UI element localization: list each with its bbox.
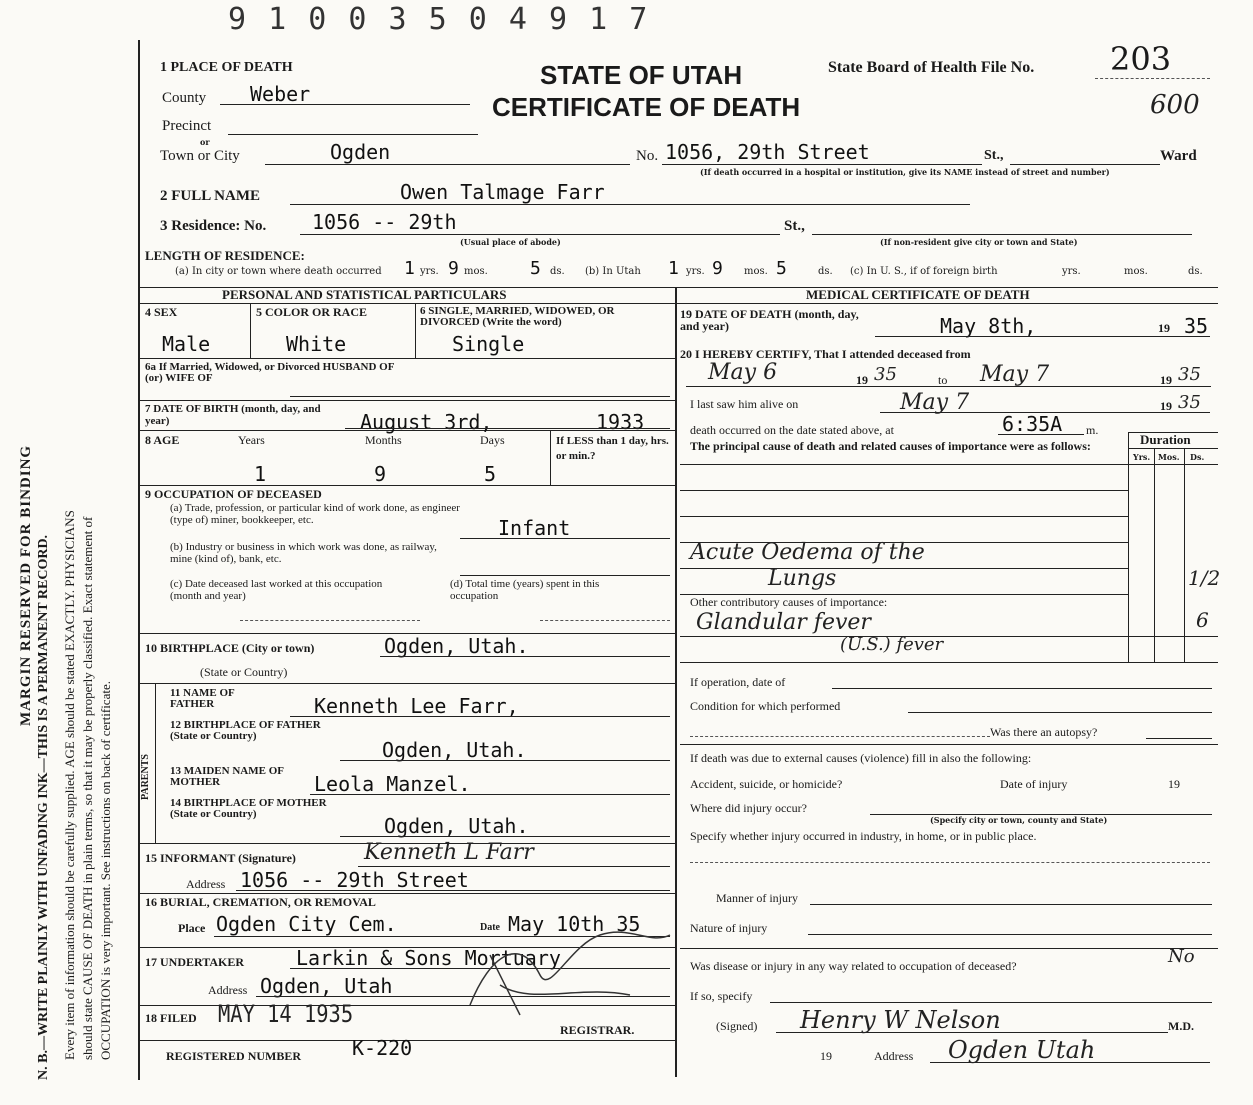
dod-year-prefix: 19 [1158,321,1170,335]
length-b-mos: 9 [712,258,723,279]
length-a-label: (a) In city or town where death occurred [175,266,382,277]
place-of-death-label: 1 PLACE OF DEATH [160,60,293,75]
accident-label: Accident, suicide, or homicide? [690,777,843,791]
registrar-label: REGISTRAR. [560,1023,635,1037]
informant-address: 1056 -- 29th Street [240,868,469,892]
dob-value: August 3rd, [360,410,493,434]
margin-binding-note: MARGIN RESERVED FOR BINDING [18,444,34,726]
serial-number: 9 1 0 0 3 5 0 4 9 1 7 [228,2,650,37]
burial-place-label: Place [178,921,206,935]
full-name-value: Owen Talmage Farr [400,180,605,204]
attended-to: May 7 [980,362,1050,387]
birthplace-value: Ogden, Utah. [384,634,529,658]
to-year-prefix: 19 [1160,373,1172,387]
ds-label-c: ds. [1188,266,1203,277]
signed-label: (Signed) [716,1019,758,1033]
manner-label: Manner of injury [716,891,798,905]
state-country-label: (State or Country) [200,665,288,679]
cause-1: Acute Oedema of the [690,540,925,565]
color-value: White [286,332,347,356]
injury-year-prefix: 19 [1168,777,1180,791]
physician-signature: Henry W Nelson [800,1006,1001,1034]
county-value: Weber [250,82,311,106]
marital-value: Single [452,332,525,356]
dod-year: 35 [1184,314,1209,338]
registered-number-value: K-220 [352,1036,413,1060]
town-label: Town or City [160,148,240,164]
street-no-value: 1056, 29th Street [665,140,870,164]
burial-date-label: Date [480,922,500,933]
length-a-mos: 9 [448,258,459,279]
duration-yrs: Yrs. [1133,452,1151,462]
margin-nb-note: N. B.—WRITE PLAINLY WITH UNFADING INK—THIS IS A PERMANENT RECORD. [36,534,51,1080]
father-birthplace-label: 12 BIRTHPLACE OF FATHER (State or Country) [170,719,321,742]
length-of-residence-label: LENGTH OF RESIDENCE: [145,248,305,263]
duration-2: 6 [1196,608,1209,632]
date-of-death-value: May 8th, [940,314,1037,338]
age-years: 1 [254,462,267,486]
file-no-label: State Board of Health File No. [828,59,1035,76]
margin-instructions-2: should state CAUSE OF DEATH in plain terms, so that it may be properly classified. Exact statement of [80,516,95,1060]
ward-label: Ward [1160,148,1197,164]
months-label: Months [365,433,402,447]
burial-label: 16 BURIAL, CREMATION, OR REMOVAL [145,895,376,909]
occupation-d-label: (d) Total time (years) spent in this occupation [450,578,600,602]
age-months: 9 [374,462,387,486]
residence-note-2: (If non-resident give city or town and State) [880,237,1078,247]
dob-year: 1933 [596,410,645,434]
cause-1b: Lungs [768,566,837,591]
operation-label: If operation, date of [690,675,786,689]
sex-value: Male [162,332,211,356]
duration-1: 1/2 [1188,566,1221,590]
condition-label: Condition for which performed [690,699,841,713]
residence-st-label: St., [784,218,805,234]
certificate-title: CERTIFICATE OF DEATH [492,92,801,122]
to-label: to [938,373,948,387]
margin-instructions-3: OCCUPATION is very important. See instructions on back of certificate. [98,681,113,1060]
state-heading: STATE OF UTAH [540,60,743,90]
informant-address-label: Address [186,877,226,891]
less-than-label: If LESS than 1 day, hrs. or min.? [556,435,669,462]
residence-label: 3 Residence: No. [160,218,267,234]
date-of-death-label: 19 DATE OF DEATH (month, day, and year) [680,307,859,333]
mos-label-c: mos. [1124,266,1148,277]
marital-label: 6 SINGLE, MARRIED, WIDOWED, OR DIVORCED (Write the word) [420,305,615,328]
ds-label: ds. [550,266,565,277]
or-label: or [200,137,210,147]
residence-value: 1056 -- 29th [312,210,457,234]
undertaker-address: Ogden, Utah [260,974,393,998]
last-year: 35 [1178,392,1201,413]
nature-label: Nature of injury [690,921,768,935]
cause-2: Glandular fever [696,610,871,635]
if-so-label: If so, specify [690,989,753,1003]
length-c-label: (c) In U. S., if of foreign birth [850,266,998,277]
mother-value: Leola Manzel. [314,772,471,796]
burial-date: May 10th 35 [508,912,641,936]
age-days: 5 [484,462,497,486]
occupation-a-label: (a) Trade, profession, or particular kind of work done, as engineer (type of) miner, bookkeeper, etc. [170,502,460,526]
length-b-ds: 5 [776,258,787,279]
occupation-c-label: (c) Date deceased last worked at this occupation (month and year) [170,578,383,602]
county-label: County [162,90,207,106]
length-b-label: (b) In Utah [585,266,641,277]
yrs-label-c: yrs. [1062,266,1081,277]
m-label: m. [1086,423,1099,437]
certify-label: 20 I HEREBY CERTIFY, That I attended deceased from [680,347,971,361]
burial-place: Ogden City Cem. [216,912,397,936]
margin-instructions-1: Every item of information should be carefully supplied. AGE should be stated EXACTLY. PHYSICIANS [62,510,77,1060]
hospital-note: (If death occurred in a hospital or institution, give its NAME instead of street and number) [700,167,1110,177]
occupation-label: 9 OCCUPATION OF DECEASED [145,487,322,501]
st-label: St., [984,148,1004,163]
duration-mos: Mos. [1158,452,1180,462]
length-a-ds: 5 [530,258,541,279]
dob-label: 7 DATE OF BIRTH (month, day, and year) [145,403,321,427]
duration-label: Duration [1140,432,1191,447]
last-saw-label: I last saw him alive on [690,397,799,411]
injury-date-label: Date of injury [1000,777,1068,791]
duration-ds: Ds. [1190,452,1205,462]
to-year: 35 [1178,364,1201,385]
where-label: Where did injury occur? [690,801,807,815]
death-at-label: death occurred on the date stated above, at [690,423,894,437]
father-value: Kenneth Lee Farr, [314,694,519,718]
birthplace-label: 10 BIRTHPLACE (City or town) [145,641,315,655]
occupation-b-label: (b) Industry or business in which work was done, as railway, mine (kind of), bank, etc. [170,541,437,565]
autopsy-label: Was there an autopsy? [990,725,1098,739]
mother-label: 13 MAIDEN NAME OF MOTHER [170,765,284,788]
mother-birthplace-label: 14 BIRTHPLACE OF MOTHER (State or Country) [170,797,327,820]
physician-address-label: Address [874,1049,914,1063]
md-label: M.D. [1168,1019,1194,1033]
father-birthplace-value: Ogden, Utah. [382,738,527,762]
personal-header: PERSONAL AND STATISTICAL PARTICULARS [222,287,507,302]
filed-label: 18 FILED [145,1011,197,1025]
ds-label-b: ds. [818,266,833,277]
last-saw-date: May 7 [900,390,970,415]
residence-note-1: (Usual place of abode) [460,237,561,247]
parents-label: PARENTS [140,754,151,800]
length-a-yrs: 1 [404,258,415,279]
spouse-label: 6a If Married, Widowed, or Divorced HUSBAND OF (or) WIFE OF [145,361,395,384]
undertaker-address-label: Address [208,983,248,997]
other-causes-label: Other contributory causes of importance: [690,595,888,609]
informant-signature: Kenneth L Farr [364,840,534,865]
related-label: Was disease or injury in any way related to occupation of deceased? [690,959,1017,973]
from-year: 35 [874,364,897,385]
filed-stamp: MAY 14 1935 [218,1000,354,1028]
medical-header: MEDICAL CERTIFICATE OF DEATH [806,287,1030,302]
specify-where-label: Specify whether injury occurred in industry, in home, or in public place. [690,829,1037,843]
external-label: If death was due to external causes (violence) fill in also the following: [690,751,1032,765]
physician-address: Ogden Utah [948,1036,1096,1064]
where-note: (Specify city or town, county and State) [930,815,1108,825]
attended-from: May 6 [708,360,778,385]
informant-label: 15 INFORMANT (Signature) [145,851,296,865]
last-year-prefix: 19 [1160,399,1172,413]
precinct-label: Precinct [162,118,212,134]
from-year-prefix: 19 [856,373,868,387]
principal-cause-label: The principal cause of death and related causes of importance were as follows: [690,439,1091,453]
street-no-label: No. [636,148,659,164]
yrs-label: yrs. [420,266,439,277]
mother-birthplace-value: Ogden, Utah. [384,814,529,838]
undertaker-value: Larkin & Sons Mortuary [296,946,561,970]
cause-2b: (U.S.) fever [840,634,944,655]
father-label: 11 NAME OF FATHER [170,687,235,710]
town-value: Ogden [330,140,391,164]
yrs-label-b: yrs. [686,266,705,277]
file-no-2: 600 [1150,90,1200,120]
undertaker-label: 17 UNDERTAKER [145,955,245,969]
age-label: 8 AGE [145,433,180,447]
death-time: 6:35A [1002,412,1063,436]
occupation-value: Infant [498,516,571,540]
related-answer: No [1168,946,1195,967]
color-label: 5 COLOR OR RACE [256,305,368,319]
full-name-label: 2 FULL NAME [160,188,261,204]
mos-label-b: mos. [744,266,768,277]
years-label: Years [238,433,265,447]
mos-label: mos. [464,266,488,277]
file-no: 203 [1110,40,1172,78]
registrar-signature [430,915,690,1025]
sex-label: 4 SEX [145,305,178,319]
addr-year-prefix: 19 [820,1049,832,1063]
length-b-yrs: 1 [668,258,679,279]
registered-number-label: REGISTERED NUMBER [166,1049,302,1063]
days-label: Days [480,433,505,447]
